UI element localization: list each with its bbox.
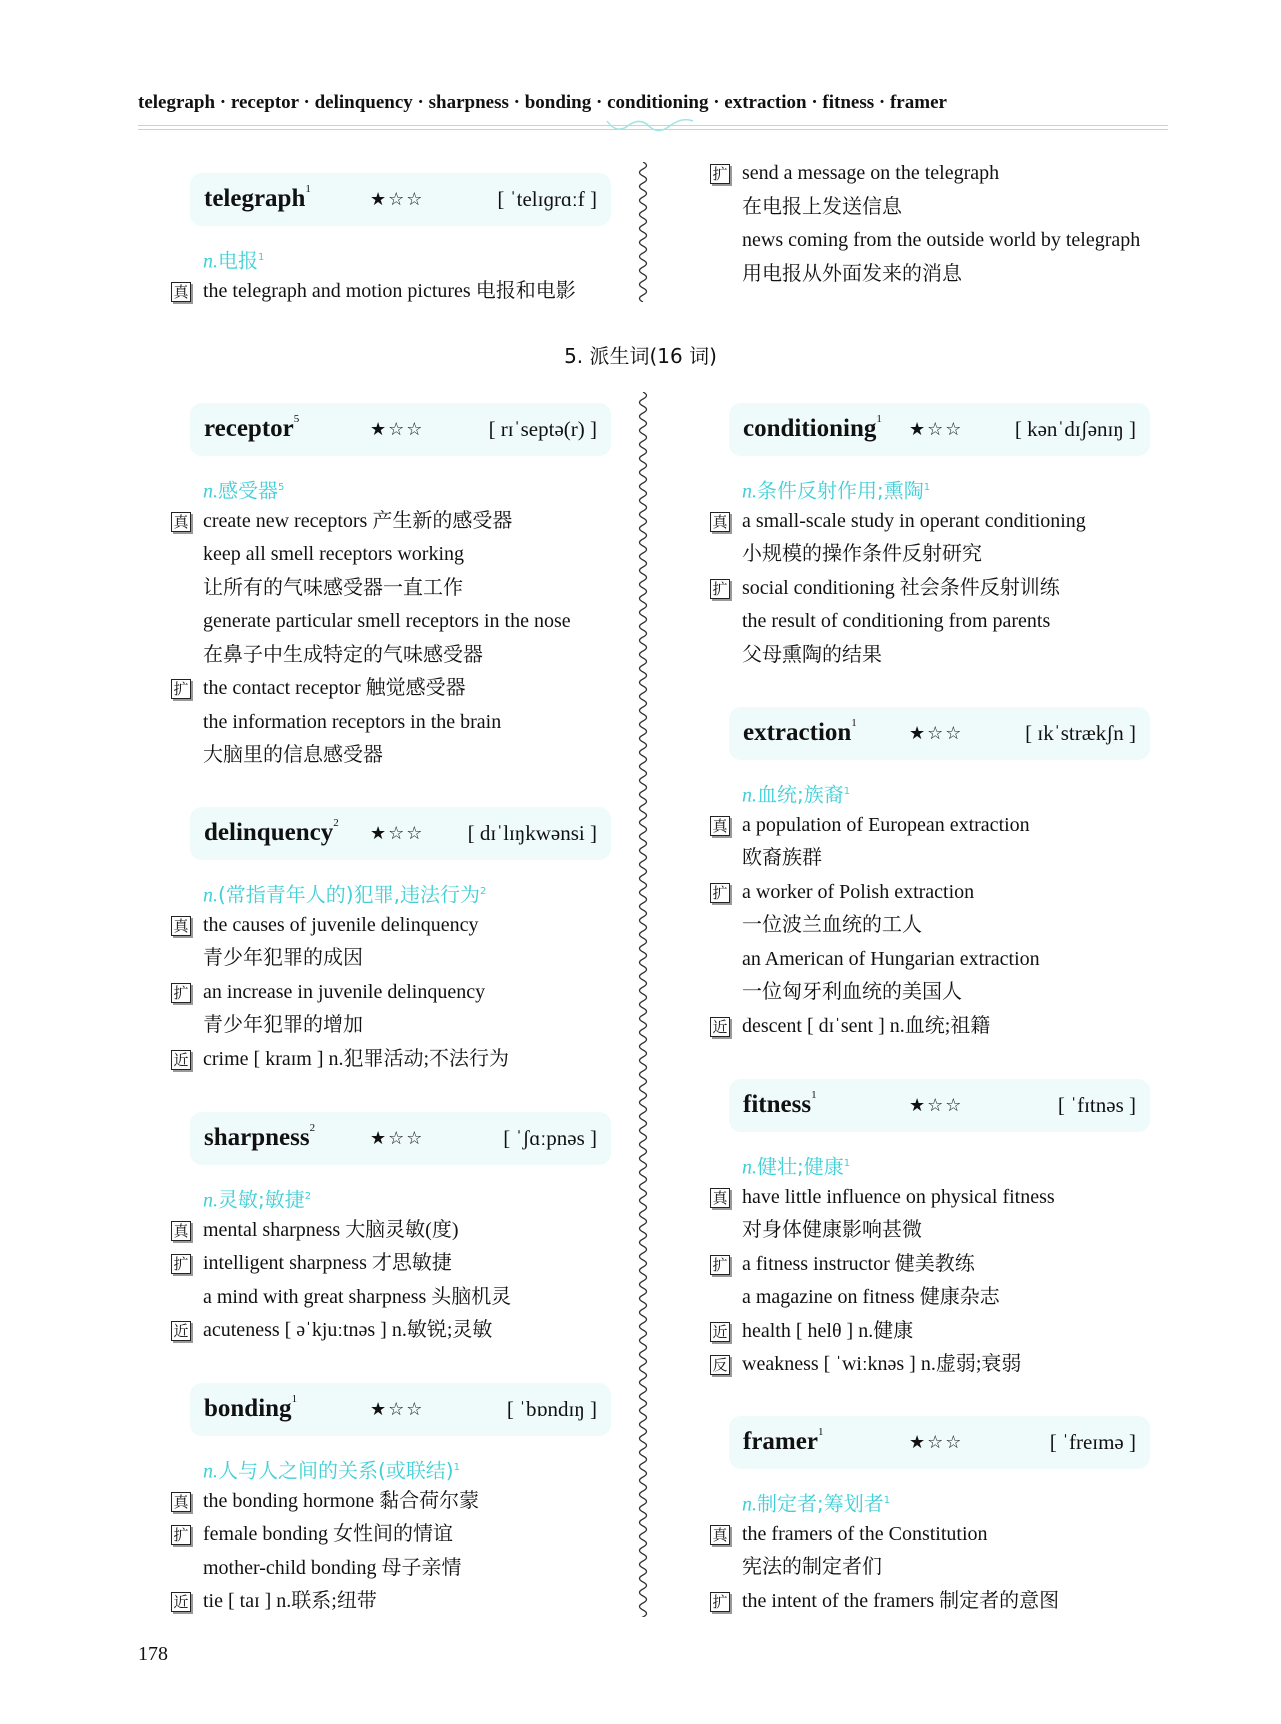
meaning bbox=[171, 1451, 611, 1485]
tag-icon-扩: 扩 bbox=[710, 164, 730, 184]
tag-icon-扩: 扩 bbox=[710, 883, 730, 903]
tag-icon-扩: 扩 bbox=[171, 1254, 191, 1274]
part-of-speech: n. bbox=[203, 250, 218, 273]
headword-text: fitness bbox=[743, 1091, 812, 1118]
example-text: news coming from the outside world by telegraph bbox=[742, 229, 1141, 251]
part-of-speech: n. bbox=[203, 1189, 218, 1212]
tag-icon-扩: 扩 bbox=[171, 1525, 191, 1545]
phonetic: [ ˈʃɑːpnəs ] bbox=[503, 1126, 597, 1150]
example-text: 宪法的制定者们 bbox=[742, 1556, 882, 1578]
frequency-sup: 1 bbox=[291, 1393, 298, 1405]
example-text: mother-child bonding 母子亲情 bbox=[203, 1556, 462, 1579]
example-line bbox=[171, 1314, 611, 1348]
headword-box bbox=[190, 1112, 611, 1165]
star-rating: ★☆☆ bbox=[909, 1095, 964, 1116]
section-title: 5. 派生词(16 词) bbox=[564, 344, 717, 368]
example-text: 在电报上发送信息 bbox=[742, 195, 902, 218]
frequency-sup: 2 bbox=[309, 1122, 316, 1134]
meaning-text: (常指青年人的)犯罪,违法行为 bbox=[218, 882, 480, 907]
entry-framer bbox=[710, 1416, 1160, 1618]
example-text: crime [ kraɪm ] n.犯罪活动;不法行为 bbox=[203, 1047, 510, 1070]
header-ornament bbox=[605, 119, 695, 135]
part-of-speech: n. bbox=[203, 1460, 218, 1483]
meaning bbox=[710, 775, 1160, 809]
headword-box bbox=[190, 807, 611, 860]
example-text: 让所有的气味感受器一直工作 bbox=[203, 576, 463, 599]
phonetic: [ ˈfɪtnəs ] bbox=[1057, 1093, 1136, 1117]
example-text: the result of conditioning from parents bbox=[742, 610, 1051, 632]
example-text: a worker of Polish extraction bbox=[742, 880, 975, 903]
example-text: the information receptors in the brain bbox=[203, 710, 502, 733]
tag-icon-近: 近 bbox=[171, 1050, 191, 1070]
example-text: have little influence on physical fitness bbox=[742, 1185, 1055, 1208]
headword-box bbox=[729, 1416, 1150, 1469]
part-of-speech: n. bbox=[742, 784, 757, 807]
tag-icon-近: 近 bbox=[171, 1321, 191, 1341]
tag-icon-真: 真 bbox=[710, 816, 730, 836]
example-line bbox=[171, 1281, 611, 1315]
example-text: 在鼻子中生成特定的气味感受器 bbox=[203, 643, 483, 666]
example-line bbox=[171, 1585, 611, 1619]
example-line bbox=[710, 191, 1160, 225]
meaning-sup: 2 bbox=[479, 886, 487, 897]
phonetic: [ ɪkˈstrækʃn ] bbox=[1025, 721, 1136, 745]
meaning-text: 制定者;筹划者 bbox=[757, 1491, 884, 1516]
frequency-sup: 5 bbox=[293, 413, 300, 425]
headword-text: framer bbox=[743, 1428, 818, 1455]
example-line bbox=[171, 1247, 611, 1281]
meaning-sup: 5 bbox=[278, 482, 285, 493]
example-line bbox=[710, 1551, 1160, 1585]
star-rating: ★☆☆ bbox=[909, 1432, 964, 1453]
part-of-speech: n. bbox=[203, 884, 218, 907]
frequency-sup: 1 bbox=[817, 1426, 824, 1438]
meaning-sup: 1 bbox=[258, 252, 265, 263]
tag-icon-扩: 扩 bbox=[710, 1255, 730, 1275]
example-line bbox=[171, 739, 611, 773]
meaning bbox=[171, 241, 611, 275]
example-line bbox=[171, 1552, 611, 1586]
example-line bbox=[171, 672, 611, 706]
example-text: 小规模的操作条件反射研究 bbox=[742, 543, 982, 565]
example-line bbox=[710, 1214, 1160, 1248]
example-line bbox=[710, 572, 1160, 606]
example-text: 青少年犯罪的增加 bbox=[203, 1014, 363, 1036]
meaning-sup: 1 bbox=[883, 1495, 891, 1506]
example-text: the framers of the Constitution bbox=[742, 1522, 988, 1545]
meaning-text: 电报 bbox=[218, 248, 258, 273]
star-rating: ★☆☆ bbox=[370, 1399, 425, 1420]
example-text: the intent of the framers 制定者的意图 bbox=[742, 1589, 1060, 1612]
meaning bbox=[710, 1147, 1160, 1181]
example-text: keep all smell receptors working bbox=[203, 543, 465, 565]
example-text: 父母熏陶的结果 bbox=[742, 643, 882, 666]
tag-icon-真: 真 bbox=[171, 1221, 191, 1241]
tag-icon-扩: 扩 bbox=[710, 579, 730, 599]
example-text: health [ helθ ] n.健康 bbox=[742, 1319, 914, 1342]
meaning-sup: 1 bbox=[453, 1462, 460, 1473]
phonetic: [ dɪˈlɪŋkwənsi ] bbox=[467, 821, 597, 845]
example-line bbox=[171, 1043, 611, 1077]
example-line bbox=[710, 639, 1160, 673]
headword bbox=[743, 415, 882, 443]
headword-box bbox=[190, 173, 611, 226]
example-line bbox=[710, 1518, 1160, 1552]
example-line bbox=[710, 258, 1160, 292]
example-text: a small-scale study in operant conditioning bbox=[742, 509, 1086, 532]
running-header: telegraph · receptor · delinquency · sharpness · bonding · conditioning · extraction · fitness · framer bbox=[138, 92, 947, 113]
meaning bbox=[171, 875, 611, 909]
headword bbox=[743, 1428, 823, 1456]
example-line bbox=[171, 572, 611, 606]
example-line bbox=[710, 1348, 1160, 1382]
example-line bbox=[171, 706, 611, 740]
example-line bbox=[710, 605, 1160, 639]
headword bbox=[204, 1395, 297, 1423]
example-text: descent [ dɪˈsent ] n.血统;祖籍 bbox=[742, 1014, 991, 1037]
headword-box bbox=[729, 1079, 1150, 1132]
headword-text: delinquency bbox=[204, 819, 334, 846]
frequency-sup: 2 bbox=[333, 817, 339, 829]
meaning-sup: 2 bbox=[304, 1191, 312, 1202]
part-of-speech: n. bbox=[742, 480, 757, 503]
meaning-text: 感受器 bbox=[218, 478, 278, 503]
example-line bbox=[171, 538, 611, 572]
example-text: 大脑里的信息感受器 bbox=[203, 744, 383, 766]
frequency-sup: 1 bbox=[811, 1089, 817, 1101]
example-text: an American of Hungarian extraction bbox=[742, 947, 1040, 970]
meaning-text: 条件反射作用;熏陶 bbox=[757, 478, 924, 503]
example-line bbox=[710, 224, 1160, 258]
example-text: send a message on the telegraph bbox=[742, 162, 1000, 184]
star-rating: ★☆☆ bbox=[370, 1128, 425, 1149]
example-text: 一位波兰血统的工人 bbox=[742, 914, 922, 936]
headword-box bbox=[190, 403, 611, 456]
example-text: female bonding 女性间的情谊 bbox=[203, 1523, 453, 1545]
example-text: a population of European extraction bbox=[742, 813, 1030, 836]
meaning-text: 灵敏;敏捷 bbox=[218, 1187, 305, 1212]
example-line bbox=[710, 538, 1160, 572]
phonetic: [ ˈfreɪmə ] bbox=[1049, 1430, 1136, 1454]
meaning-sup: 1 bbox=[923, 482, 931, 493]
headword bbox=[204, 1124, 315, 1152]
entry-extraction bbox=[710, 707, 1160, 1043]
example-text: a fitness instructor 健美教练 bbox=[742, 1252, 975, 1275]
example-text: an increase in juvenile delinquency bbox=[203, 980, 486, 1003]
tag-icon-真: 真 bbox=[171, 512, 191, 532]
example-line bbox=[710, 909, 1160, 943]
example-line bbox=[710, 157, 1160, 191]
tag-icon-真: 真 bbox=[171, 916, 191, 936]
example-line bbox=[171, 976, 611, 1010]
phonetic: [ ˈtelɪɡrɑːf ] bbox=[497, 187, 597, 211]
example-line bbox=[710, 1585, 1160, 1619]
example-line bbox=[710, 876, 1160, 910]
example-line bbox=[710, 1281, 1160, 1315]
entry-sharpness bbox=[171, 1112, 611, 1348]
example-line bbox=[710, 1010, 1160, 1044]
meaning bbox=[171, 1180, 611, 1214]
headword bbox=[743, 1091, 817, 1119]
example-text: the telegraph and motion pictures 电报和电影 bbox=[203, 279, 576, 302]
example-line bbox=[710, 505, 1160, 539]
phonetic: [ rɪˈseptə(r) ] bbox=[488, 417, 597, 441]
phonetic: [ ˈbɒndɪŋ ] bbox=[506, 1397, 597, 1421]
example-line bbox=[171, 909, 611, 943]
meaning-sup: 1 bbox=[843, 786, 851, 797]
phonetic: [ kənˈdɪʃənɪŋ ] bbox=[1014, 417, 1136, 441]
example-text: generate particular smell receptors in the nose bbox=[203, 610, 571, 632]
headword-text: sharpness bbox=[204, 1124, 310, 1151]
example-line bbox=[171, 605, 611, 639]
example-text: 对身体健康影响甚微 bbox=[742, 1219, 922, 1241]
tag-icon-真: 真 bbox=[710, 512, 730, 532]
headword-text: conditioning bbox=[743, 415, 877, 442]
example-text: a mind with great sharpness 头脑机灵 bbox=[203, 1285, 512, 1308]
column-divider-top bbox=[634, 162, 652, 302]
part-of-speech: n. bbox=[203, 480, 218, 503]
example-line bbox=[171, 942, 611, 976]
star-rating: ★☆☆ bbox=[370, 419, 425, 440]
tag-icon-真: 真 bbox=[710, 1525, 730, 1545]
tag-icon-扩: 扩 bbox=[710, 1592, 730, 1612]
example-text: 用电报从外面发来的消息 bbox=[742, 262, 962, 285]
entry-telegraph bbox=[171, 173, 611, 308]
star-rating: ★☆☆ bbox=[370, 189, 425, 210]
example-line bbox=[171, 1518, 611, 1552]
entry-bonding bbox=[171, 1383, 611, 1619]
example-text: mental sharpness 大脑灵敏(度) bbox=[203, 1218, 459, 1241]
example-text: the bonding hormone 黏合荷尔蒙 bbox=[203, 1489, 480, 1512]
page-number: 178 bbox=[138, 1643, 168, 1665]
part-of-speech: n. bbox=[742, 1156, 757, 1179]
tag-icon-真: 真 bbox=[171, 282, 191, 302]
meaning-text: 血统;族裔 bbox=[757, 782, 844, 807]
headword-text: receptor bbox=[204, 415, 294, 442]
meaning bbox=[710, 1484, 1160, 1518]
example-line bbox=[171, 1009, 611, 1043]
example-line bbox=[710, 842, 1160, 876]
headword bbox=[204, 415, 299, 443]
meaning-text: 人与人之间的关系(或联结) bbox=[218, 1458, 454, 1483]
entry-fitness bbox=[710, 1079, 1160, 1382]
headword bbox=[743, 719, 857, 747]
part-of-speech: n. bbox=[742, 1493, 757, 1516]
example-text: acuteness [ əˈkjuːtnəs ] n.敏锐;灵敏 bbox=[203, 1319, 493, 1341]
headword bbox=[204, 819, 339, 847]
tag-icon-近: 近 bbox=[171, 1592, 191, 1612]
meaning bbox=[171, 471, 611, 505]
headword-box bbox=[729, 707, 1150, 760]
example-text: create new receptors 产生新的感受器 bbox=[203, 509, 513, 532]
example-line bbox=[171, 505, 611, 539]
star-rating: ★☆☆ bbox=[370, 823, 425, 844]
tag-icon-扩: 扩 bbox=[171, 679, 191, 699]
headword-box bbox=[729, 403, 1150, 456]
star-rating: ★☆☆ bbox=[909, 419, 964, 440]
entry-delinquency bbox=[171, 807, 611, 1076]
example-text: a magazine on fitness 健康杂志 bbox=[742, 1286, 1000, 1308]
tag-icon-真: 真 bbox=[710, 1188, 730, 1208]
example-line bbox=[171, 1214, 611, 1248]
example-text: tie [ taɪ ] n.联系;纽带 bbox=[203, 1590, 377, 1612]
example-text: weakness [ ˈwiːknəs ] n.虚弱;衰弱 bbox=[742, 1353, 1022, 1375]
column-divider bbox=[634, 392, 652, 1617]
headword-box bbox=[190, 1383, 611, 1436]
example-line bbox=[171, 1485, 611, 1519]
example-line bbox=[710, 1181, 1160, 1215]
example-text: the causes of juvenile delinquency bbox=[203, 913, 479, 936]
example-text: 青少年犯罪的成因 bbox=[203, 947, 363, 969]
example-line bbox=[710, 1248, 1160, 1282]
meaning-text: 健壮;健康 bbox=[757, 1154, 844, 1179]
tag-icon-近: 近 bbox=[710, 1017, 730, 1037]
headword-text: extraction bbox=[743, 719, 852, 746]
meaning-sup: 1 bbox=[843, 1158, 851, 1169]
meaning bbox=[710, 471, 1160, 505]
headword bbox=[204, 185, 311, 213]
example-text: social conditioning 社会条件反射训练 bbox=[742, 576, 1060, 599]
example-line bbox=[710, 1315, 1160, 1349]
entry-receptor bbox=[171, 403, 611, 773]
tag-icon-真: 真 bbox=[171, 1492, 191, 1512]
entry-conditioning bbox=[710, 403, 1160, 672]
example-text: 欧裔族群 bbox=[742, 847, 822, 869]
example-line bbox=[171, 275, 611, 309]
star-rating: ★☆☆ bbox=[909, 723, 964, 744]
example-text: 一位匈牙利血统的美国人 bbox=[742, 981, 962, 1003]
example-text: the contact receptor 触觉感受器 bbox=[203, 677, 466, 699]
tag-icon-反: 反 bbox=[710, 1355, 730, 1375]
frequency-sup: 1 bbox=[876, 413, 882, 425]
example-line bbox=[710, 809, 1160, 843]
example-line bbox=[171, 639, 611, 673]
example-line bbox=[710, 943, 1160, 977]
tag-icon-扩: 扩 bbox=[171, 983, 191, 1003]
frequency-sup: 1 bbox=[305, 183, 311, 195]
tag-icon-近: 近 bbox=[710, 1322, 730, 1342]
frequency-sup: 1 bbox=[851, 717, 857, 729]
example-text: intelligent sharpness 才思敏捷 bbox=[203, 1252, 452, 1274]
example-line bbox=[710, 976, 1160, 1010]
telegraph-continued bbox=[710, 157, 1160, 291]
headword-text: bonding bbox=[204, 1395, 292, 1422]
headword-text: telegraph bbox=[204, 185, 306, 212]
